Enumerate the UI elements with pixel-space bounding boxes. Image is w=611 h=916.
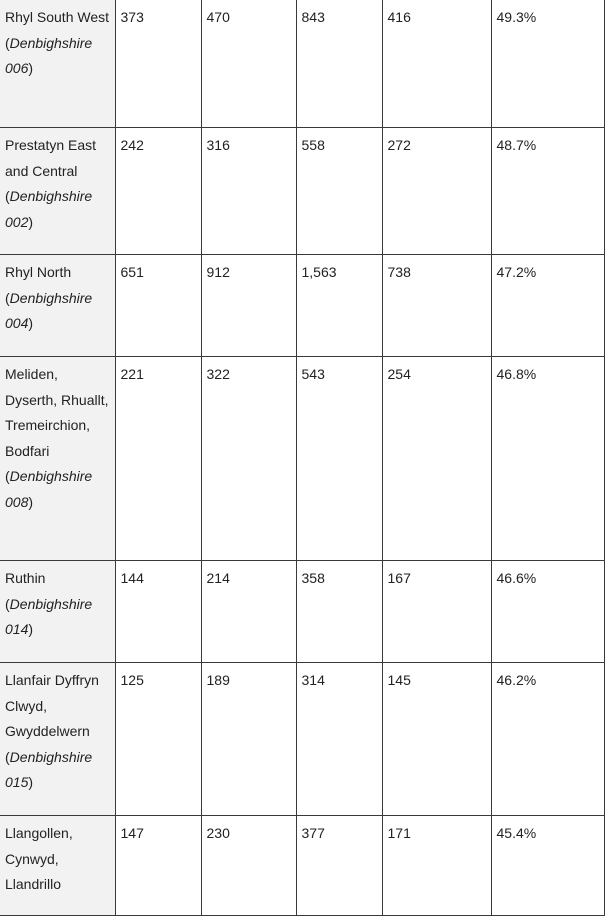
value-cell: 314 bbox=[296, 663, 382, 816]
value-cell: 230 bbox=[201, 816, 296, 916]
area-code: Denbighshire 008 bbox=[5, 468, 93, 510]
value-cell: 470 bbox=[201, 0, 296, 128]
area-name-cell: Rhyl South West (Denbighshire 006) bbox=[0, 0, 115, 128]
area-code: Denbighshire 004 bbox=[5, 289, 93, 331]
percentage-cell: 46.2% bbox=[491, 663, 604, 816]
area-code: Denbighshire 014 bbox=[5, 595, 93, 637]
value-cell: 167 bbox=[382, 561, 491, 663]
value-cell: 316 bbox=[201, 128, 296, 255]
percentage-cell: 45.4% bbox=[491, 816, 604, 916]
area-name: Rhyl South West bbox=[5, 9, 110, 25]
percentage-cell: 46.8% bbox=[491, 357, 604, 561]
percentage-cell: 46.6% bbox=[491, 561, 604, 663]
value-cell: 144 bbox=[115, 561, 201, 663]
area-name: Llanfair Dyffryn Clwyd, Gwyddelwern bbox=[5, 672, 99, 739]
area-name: Prestatyn East and Central bbox=[5, 137, 97, 179]
value-cell: 416 bbox=[382, 0, 491, 128]
value-cell: 145 bbox=[382, 663, 491, 816]
value-cell: 738 bbox=[382, 255, 491, 357]
area-name-cell: Llanfair Dyffryn Clwyd, Gwyddelwern (Denbighshire 015) bbox=[0, 663, 115, 816]
value-cell: 1,563 bbox=[296, 255, 382, 357]
value-cell: 125 bbox=[115, 663, 201, 816]
area-name: Ruthin bbox=[5, 570, 46, 586]
area-code: Denbighshire 002 bbox=[5, 188, 93, 230]
table-row bbox=[0, 128, 604, 255]
value-cell: 651 bbox=[115, 255, 201, 357]
value-cell: 912 bbox=[201, 255, 296, 357]
percentage-cell: 49.3% bbox=[491, 0, 604, 128]
value-cell: 242 bbox=[115, 128, 201, 255]
area-name: Llangollen, Cynwyd, Llandrillo bbox=[5, 825, 73, 892]
area-name-cell bbox=[0, 816, 115, 916]
area-name-cell: Rhyl North (Denbighshire 004) bbox=[0, 255, 115, 357]
table-row bbox=[0, 0, 604, 128]
area-name-cell: Ruthin (Denbighshire 014) bbox=[0, 561, 115, 663]
area-name-cell: Meliden, Dyserth, Rhuallt, Tremeirchion, Bodfari (Denbighshire 008) bbox=[0, 357, 115, 561]
value-cell: 322 bbox=[201, 357, 296, 561]
value-cell: 558 bbox=[296, 128, 382, 255]
value-cell: 373 bbox=[115, 0, 201, 128]
value-cell: 147 bbox=[115, 816, 201, 916]
table-row bbox=[0, 663, 604, 816]
table-row bbox=[0, 255, 604, 357]
value-cell: 377 bbox=[296, 816, 382, 916]
area-name: Rhyl North bbox=[5, 264, 72, 280]
value-cell: 843 bbox=[296, 0, 382, 128]
area-name-cell: Prestatyn East and Central (Denbighshire 002) bbox=[0, 128, 115, 255]
value-cell: 221 bbox=[115, 357, 201, 561]
value-cell: 272 bbox=[382, 128, 491, 255]
value-cell: 214 bbox=[201, 561, 296, 663]
table-row bbox=[0, 357, 604, 561]
area-name: Meliden, Dyserth, Rhuallt, Tremeirchion, Bodfari bbox=[5, 366, 109, 459]
percentage-cell: 47.2% bbox=[491, 255, 604, 357]
value-cell: 189 bbox=[201, 663, 296, 816]
area-code: Denbighshire 015 bbox=[5, 748, 93, 790]
table-row bbox=[0, 816, 604, 916]
table-row bbox=[0, 561, 604, 663]
value-cell: 254 bbox=[382, 357, 491, 561]
percentage-cell: 48.7% bbox=[491, 128, 604, 255]
value-cell: 171 bbox=[382, 816, 491, 916]
area-code: Denbighshire 006 bbox=[5, 34, 93, 76]
value-cell: 358 bbox=[296, 561, 382, 663]
value-cell: 543 bbox=[296, 357, 382, 561]
